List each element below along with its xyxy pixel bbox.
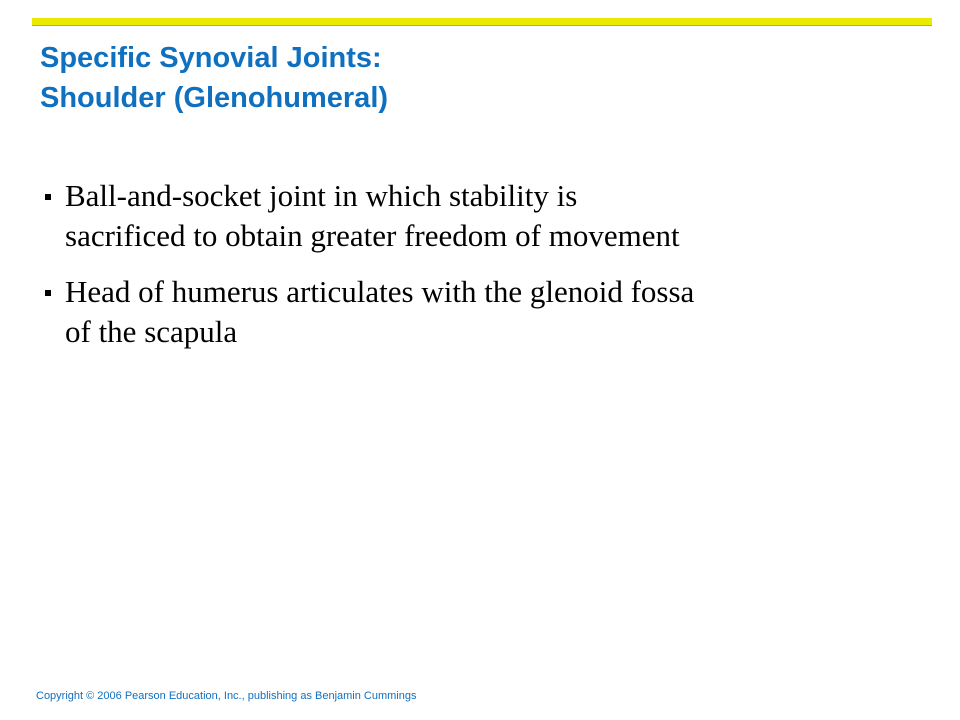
bullet-text-line: sacrificed to obtain greater freedom of movement bbox=[65, 218, 680, 253]
bullet-item bbox=[40, 176, 920, 256]
slide-title bbox=[40, 38, 388, 118]
bullet-item bbox=[40, 272, 920, 352]
square-bullet-icon bbox=[45, 194, 51, 200]
bullet-text-line: Head of humerus articulates with the glenoid fossa bbox=[65, 274, 695, 309]
copyright-footer: Copyright © 2006 Pearson Education, Inc., publishing as Benjamin Cummings bbox=[36, 690, 417, 702]
header-rule bbox=[32, 18, 932, 26]
bullet-text-line: of the scapula bbox=[65, 314, 238, 349]
slide-title-line-2: Shoulder (Glenohumeral) bbox=[40, 82, 389, 114]
square-bullet-icon bbox=[45, 290, 51, 296]
slide-title-line-1: Specific Synovial Joints: bbox=[40, 42, 382, 74]
bullet-text-line: Ball-and-socket joint in which stability is bbox=[65, 178, 578, 213]
bullet-list bbox=[40, 176, 920, 368]
